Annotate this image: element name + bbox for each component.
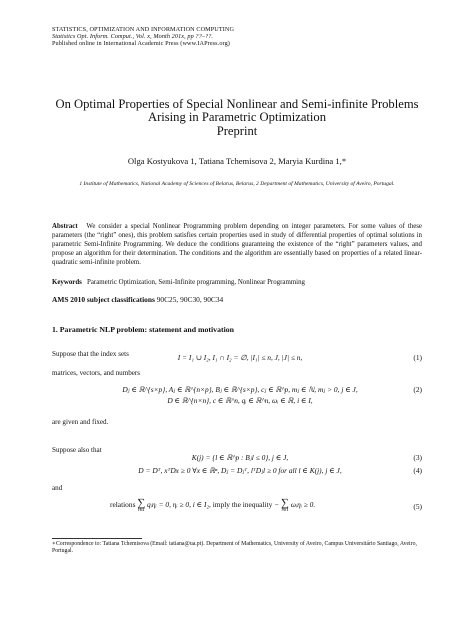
equation-2-line-2: D ∈ ℝ^{n×n}, c ∈ ℝ^n, qᵢ ∈ ℝ^n, ωᵢ ∈ ℝ, i ∈ I, [167, 396, 313, 405]
eq5-right: ωᵢηᵢ ≥ 0. [290, 500, 316, 510]
equation-1-number: (1) [413, 353, 422, 362]
abstract-label: Abstract [52, 223, 78, 230]
equation-4-number: (4) [413, 466, 422, 475]
publisher-line: Published online in International Academic Press (www.IAPress.org) [52, 40, 230, 47]
equation-4: D = Dᵀ, xᵀDx ≥ 0 ∀x ∈ ℝⁿ, Dⱼ = Dⱼᵀ, lᵀDⱼl ≥ 0 for all l ∈ K(j), j ∈ J, [138, 466, 342, 475]
equation-5: relations ∑ i∈I qᵢηᵢ = 0, ηᵢ ≥ 0, i ∈ I₂, imply the inequality − ∑ i∈I ωᵢηᵢ ≥ 0. [110, 497, 316, 513]
ams-text: 90C25, 90C30, 90C34 [156, 295, 224, 304]
eq5-relations-word: relations [110, 500, 136, 510]
paragraph-and: and [52, 484, 63, 492]
section-heading: 1. Parametric NLP problem: statement and motivation [52, 325, 234, 334]
keywords-text: Parametric Optimization, Semi-Infinite programming, Nonlinear Programming [87, 279, 305, 286]
equation-1: I = I₁ ∪ I₂, I₁ ∩ I₂ = ∅, |I₁| ≤ n, J, |J| ≤ n, [177, 353, 303, 362]
paragraph-matrices: matrices, vectors, and numbers [52, 369, 141, 377]
sum-subscript-2: i∈I [281, 508, 289, 513]
keywords-label: Keywords [52, 279, 82, 286]
sum-symbol-2: ∑ i∈I [280, 497, 289, 513]
equation-2-number: (2) [413, 385, 422, 394]
abstract [52, 223, 422, 268]
keywords [52, 279, 422, 288]
ams-classification [52, 296, 422, 305]
sum-subscript-1: i∈I [137, 508, 145, 513]
affiliations: 1 Institute of Mathematics, National Academy of Sciences of Belarus, Belarus, 2 Department of Mathematics, University of Aveiro, Portugal. [79, 181, 395, 187]
ams-label: AMS 2010 subject classifications [52, 295, 155, 304]
author-list: Olga Kostyukova 1, Tatiana Tchemisova 2, Maryia Kurdina 1,* [127, 156, 347, 166]
sum-symbol-1: ∑ i∈I [137, 497, 146, 513]
equation-3: K(j) = {l ∈ ℝ^p : Bⱼl ≤ 0}, j ∈ J, [191, 453, 289, 462]
title-line-3: Preprint [216, 123, 258, 138]
eq5-middle: qᵢηᵢ = 0, ηᵢ ≥ 0, i ∈ I₂, [147, 500, 211, 510]
equation-5-number: (5) [413, 502, 422, 511]
paragraph-index-sets: Suppose that the index sets [52, 350, 129, 358]
title-line-2: Arising in Parametric Optimization [147, 110, 327, 125]
abstract-text: We consider a special Nonlinear Programming problem depending on integer parameters. For some values of these parameters (the “right” ones), this problem satisfies certain properties used in study of differential properties of optimal solutions in parametric Semi-Infinite Programming. We deduce the conditions guaranteing the existence of the “right” parameters values, and propose an algorithm for their determination. The conditions and the algorithm are essentially based on properties of a related linear-quadratic semi-infinite problem. [52, 223, 422, 266]
footnote-rule [52, 538, 142, 539]
equation-3-number: (3) [413, 453, 422, 462]
paragraph-given: are given and fixed. [52, 418, 109, 426]
correspondence-footnote: ∗Correspondence to: Tatiana Tchemisova (Email: tatiana@ua.pt). Department of Mathematics, University of Aveiro, Campus Universitário Santiago, Aveiro, Portugal. [52, 541, 417, 555]
eq5-imply-text: imply the inequality [212, 500, 273, 510]
journal-citation: Statistics Opt. Inform. Comput., Vol. x, Month 201x, pp ??–??. [52, 33, 214, 40]
paper-title [40, 98, 434, 138]
paragraph-suppose: Suppose also that [52, 446, 102, 454]
journal-name: STATISTICS, OPTIMIZATION AND INFORMATION COMPUTING [52, 26, 235, 33]
equation-2-line-1: Dⱼ ∈ ℝ^{s×p}, Aⱼ ∈ ℝ^{n×p}, Bⱼ ∈ ℝ^{s×p}, cⱼ ∈ ℝ^p, mⱼ ∈ ℕ, mⱼ > 0, j ∈ J, [122, 385, 358, 394]
title-line-1: On Optimal Properties of Special Nonlinear and Semi-infinite Problems [55, 97, 419, 111]
